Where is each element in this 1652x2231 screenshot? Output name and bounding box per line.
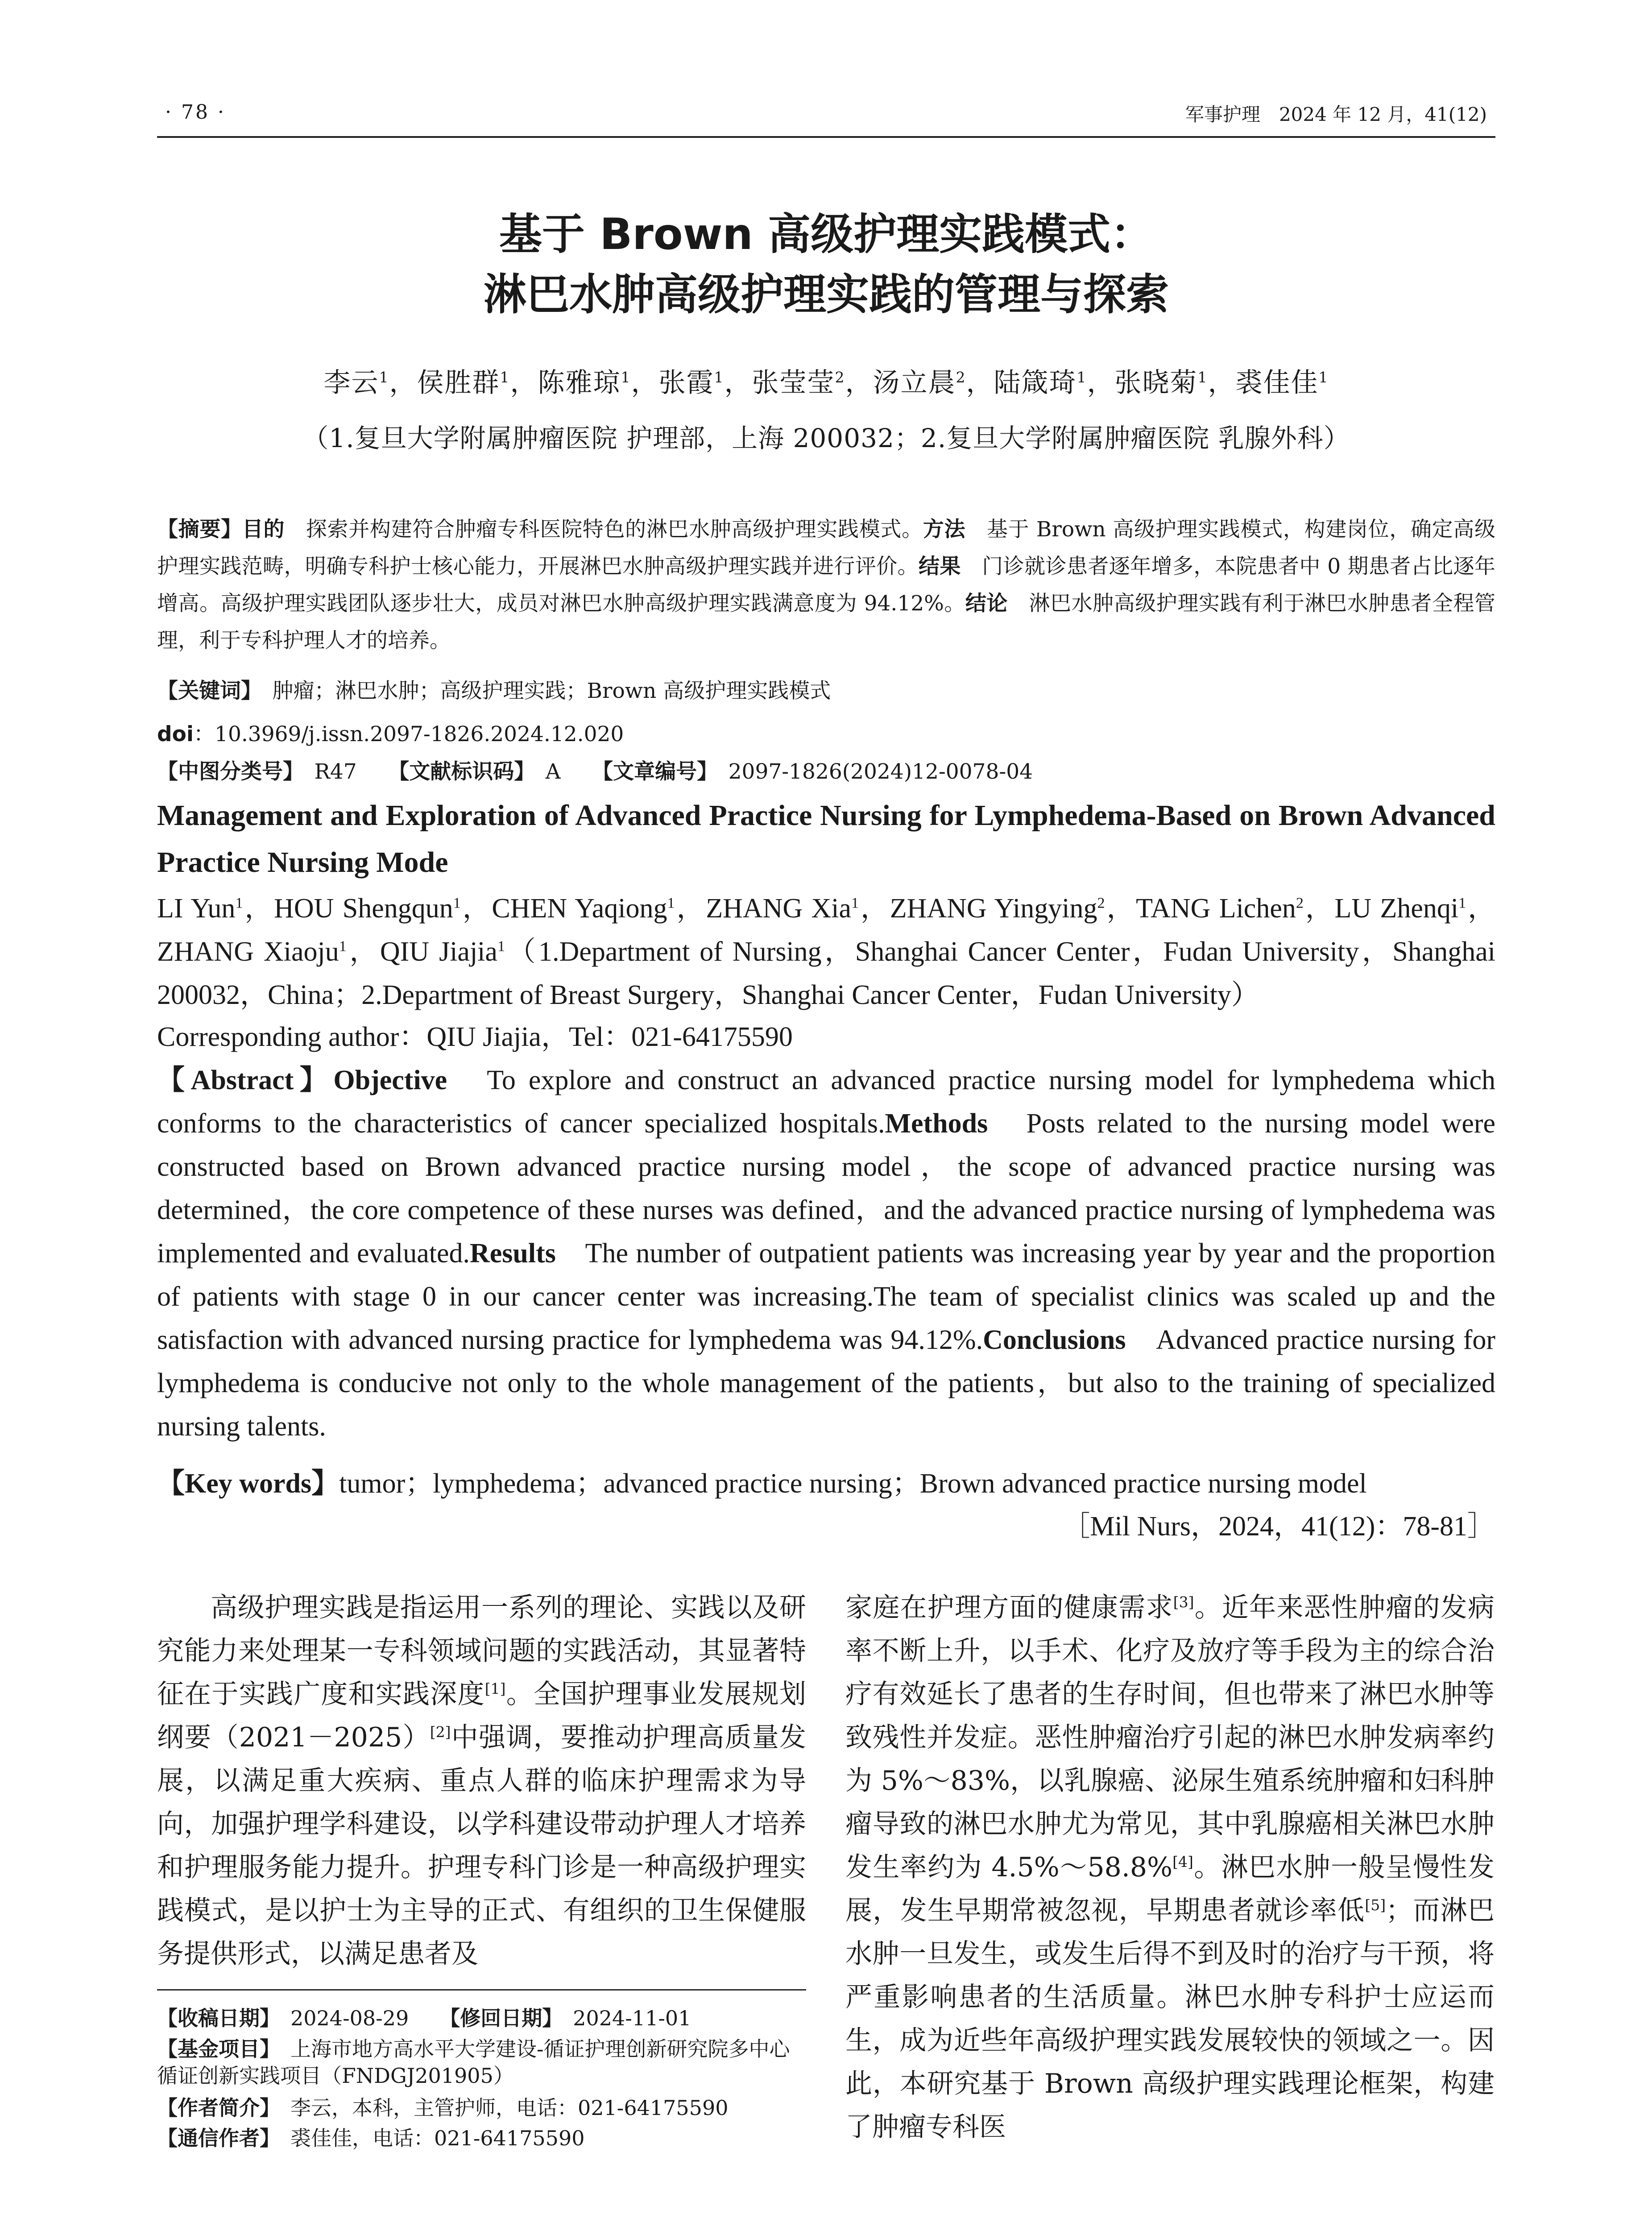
citation-ref: [2] [430,1723,451,1741]
authors-en: LI Yun$^1$，HOU Shengqun$^1$，CHEN Yaqiong$^1$，ZHANG Xia$^1$，ZHANG Yingying$^2$，TANG Lichen$^2$，LU Zhenqi$^1$，ZHANG Xiaoju$^1$，QIU Jiajia$^1$（1.Department of Nursing，Shanghai Cancer Center，Fudan University，Shanghai 200032，China；2.Department of Breast Surgery，Shanghai Cancer Center，Fudan University） [157,893,1496,1010]
affiliation-cn: （1.复旦大学附属肿瘤医院 护理部，上海 200032；2.复旦大学附属肿瘤医院 乳腺外科） [302,423,1350,453]
abstract-cn: 【摘要】目的 探索并构建符合肿瘤专科医院特色的淋巴水肿高级护理实践模式。方法 基于 Brown 高级护理实践模式，构建岗位，确定高级护理实践范畴，明确专科护士核心能力，开展淋巴水肿高级护理实践并进行评价。结果 门诊就诊患者逐年增多，本院患者中 0 期患者占比逐年增高。高级护理实践团队逐步壮大，成员对淋巴水肿高级护理实践满意度为 94.12%。结论 淋巴水肿高级护理实践有利于淋巴水肿患者全程管理，利于专科护理人才的培养。 [157,517,1496,653]
classification-line: 【中图分类号】 R47 【文献标识码】 A 【文章编号】 2097-1826(2024)12-0078-04 [157,759,1033,784]
citation-ref: [5] [1365,1896,1386,1914]
body-right-column: 家庭在护理方面的健康需求[3]。近年来恶性肿瘤的发病率不断上升，以手术、化疗及放疗等手段为主的综合治疗有效延长了患者的生存时间，但也带来了淋巴水肿等致残性并发症。恶性肿瘤治疗引起的淋巴水肿发病率约为 5%～83%，以乳腺癌、泌尿生殖系统肿瘤和妇科肿瘤导致的淋巴水肿尤为常见，其中乳腺癌相关淋巴水肿发生率约为 4.5%～58.8%[4]。淋巴水肿一般呈慢性发展，发生早期常被忽视，早期患者就诊率低[5]；而淋巴水肿一旦发生，或发生后得不到及时的治疗与干预，将严重影响患者的生活质量。淋巴水肿专科护士应运而生，成为近些年高级护理实践发展较快的领域之一。因此，本研究基于 Brown 高级护理实践理论框架，构建了肿瘤专科医 [845,1592,1495,2143]
affiliation-en: （1.Department of Nursing，Shanghai Cancer Center，Fudan University，Shanghai 200032，China；2.Department of Breast Surgery，Shanghai Cancer Center，Fudan University） [157,937,1496,1010]
citation-ref: [3] [1173,1593,1194,1611]
footnote-rule [157,1989,806,1990]
citation-ref: [1] [484,1680,506,1697]
abstract-en: 【Abstract】Objective To explore and construct an advanced practice nursing model for lymphedema which conforms to the characteristics of cancer specialized hospitals.Methods Posts related to the nursing model were constructed based on Brown advanced practice nursing model，the scope of advanced practice nursing was determined，the core competence of these nurses was defined，and the advanced practice nursing of lymphedema was implemented and evaluated.Results The number of outpatient patients was increasing year by year and the proportion of patients with stage 0 in our cancer center was increasing.The team of specialist clinics was scaled up and the satisfaction with advanced nursing practice for lymphedema was 94.12%.Conclusions Advanced practice nursing for lymphedema is conducive not only to the whole management of the patients，but also to the training of specialized nursing talents. [157,1065,1496,1442]
keywords-en: 【Key words】tumor；lymphedema；advanced practice nursing；Brown advanced practice nursing model [157,1468,1367,1499]
footnote-dates: 【收稿日期】 2024-08-29 【修回日期】 2024-11-01 [157,2006,691,2030]
citation: ［Mil Nurs，2024，41(12)：78-81］ [1062,1511,1495,1542]
footnote-author: 【作者简介】 李云，本科，主管护师，电话：021-64175590 [157,2096,729,2120]
keywords-cn: 【关键词】 肿瘤；淋巴水肿；高级护理实践；Brown 高级护理实践模式 [157,679,831,703]
body-left-column: 高级护理实践是指运用一系列的理论、实践以及研究能力来处理某一专科领域问题的实践活动，其显著特征在于实践广度和实践深度[1]。全国护理事业发展规划纲要（2021－2025）[2]中强调，要推动护理高质量发展，以满足重大疾病、重点人群的临床护理需求为导向，加强护理学科建设，以学科建设带动护理人才培养和护理服务能力提升。护理专科门诊是一种高级护理实践模式，是以护士为主导的正式、有组织的卫生保健服务提供形式，以满足患者及 [157,1592,807,1970]
abstract-label: 【摘要】 [157,517,242,542]
citation-ref: [4] [1172,1853,1193,1870]
doi: doi：10.3969/j.issn.2097-1826.2024.12.020 [157,722,624,746]
title-line-2: 淋巴水肿高级护理实践的管理与探索 [484,270,1169,319]
footnote-corresponding: 【通信作者】 裘佳佳，电话：021-64175590 [157,2126,585,2150]
page-number: · 78 · [165,101,226,124]
footnote-fund: 【基金项目】 上海市地方高水平大学建设-循证护理创新研究院多中心循证创新实践项目（FNDGJ201905） [157,2037,790,2088]
journal-issue: 军事护理 2024 年 12 月，41(12) [1185,104,1487,125]
title-line-1: 基于 Brown 高级护理实践模式： [499,209,1154,259]
authors-cn: 李云$^1$，侯胜群$^1$，陈雅琼$^1$，张霞$^1$，张莹莹$^2$，汤立晨$^2$，陆箴琦$^1$，张晓菊$^1$，裘佳佳$^1$ [323,367,1329,398]
title-en: Management and Exploration of Advanced Practice Nursing for Lymphedema-Based on Brown Advanced Practice Nursing Mode [157,799,1495,879]
header-rule [157,136,1495,138]
corresponding-en: Corresponding author：QIU Jiajia，Tel：021-64175590 [157,1022,793,1052]
